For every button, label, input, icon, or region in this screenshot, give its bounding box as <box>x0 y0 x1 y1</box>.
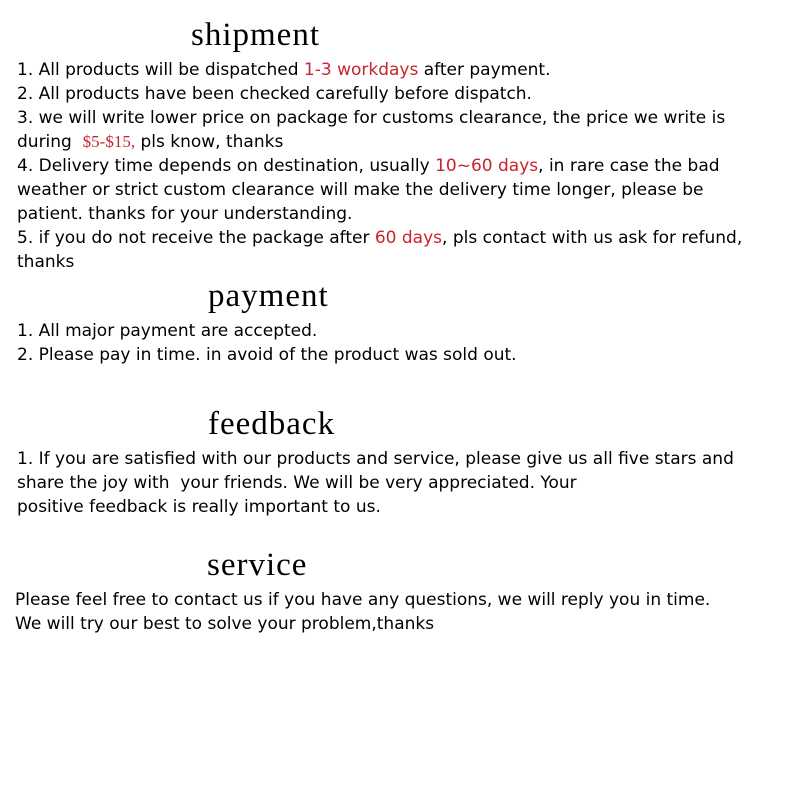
refund-days-highlight: 60 days <box>374 228 443 248</box>
service-heading: service <box>207 547 308 583</box>
feedback-line-1: 1. If you are satisfied with our products and service, please give us all five stars and <box>17 449 734 469</box>
feedback-heading: feedback <box>208 406 336 442</box>
shipment-item-1: 1. All products will be dispatched 1-3 workdays after payment. <box>17 60 551 80</box>
payment-heading: payment <box>208 278 329 314</box>
payment-list <box>17 319 747 367</box>
shipment-item-3: 3. we will write lower price on package for customs clearance, the price we write is during $5-$15, pls know, thanks <box>17 108 731 152</box>
shipment-list <box>17 58 747 274</box>
payment-item-1: 1. All major payment are accepted. <box>17 321 318 341</box>
feedback-text <box>17 447 747 519</box>
shipment-item-5: 5. if you do not receive the package after 60 days, pls contact with us ask for refund, thanks <box>17 228 743 272</box>
payment-item-2: 2. Please pay in time. in avoid of the product was sold out. <box>17 345 517 365</box>
dispatch-time-highlight: 1-3 workdays <box>303 60 419 80</box>
price-range-highlight: $5-$15, <box>82 132 136 151</box>
service-paragraph: Please feel free to contact us if you have any questions, we will reply you in time. We will try our best to solve your problem,thanks <box>15 590 711 634</box>
delivery-time-highlight: 10~60 days <box>435 156 539 176</box>
shipment-item-2: 2. All products have been checked carefully before dispatch. <box>17 84 532 104</box>
feedback-line-2: share the joy with your friends. We will be very appreciated. Your <box>17 473 577 493</box>
shipment-heading: shipment <box>191 17 320 53</box>
feedback-line-3: positive feedback is really important to us. <box>17 497 381 517</box>
service-text <box>15 588 735 636</box>
shipment-item-4: 4. Delivery time depends on destination, usually 10~60 days, in rare case the bad weather or strict custom clearance will make the delivery time longer, please be patient. thanks for your understanding. <box>17 156 720 224</box>
